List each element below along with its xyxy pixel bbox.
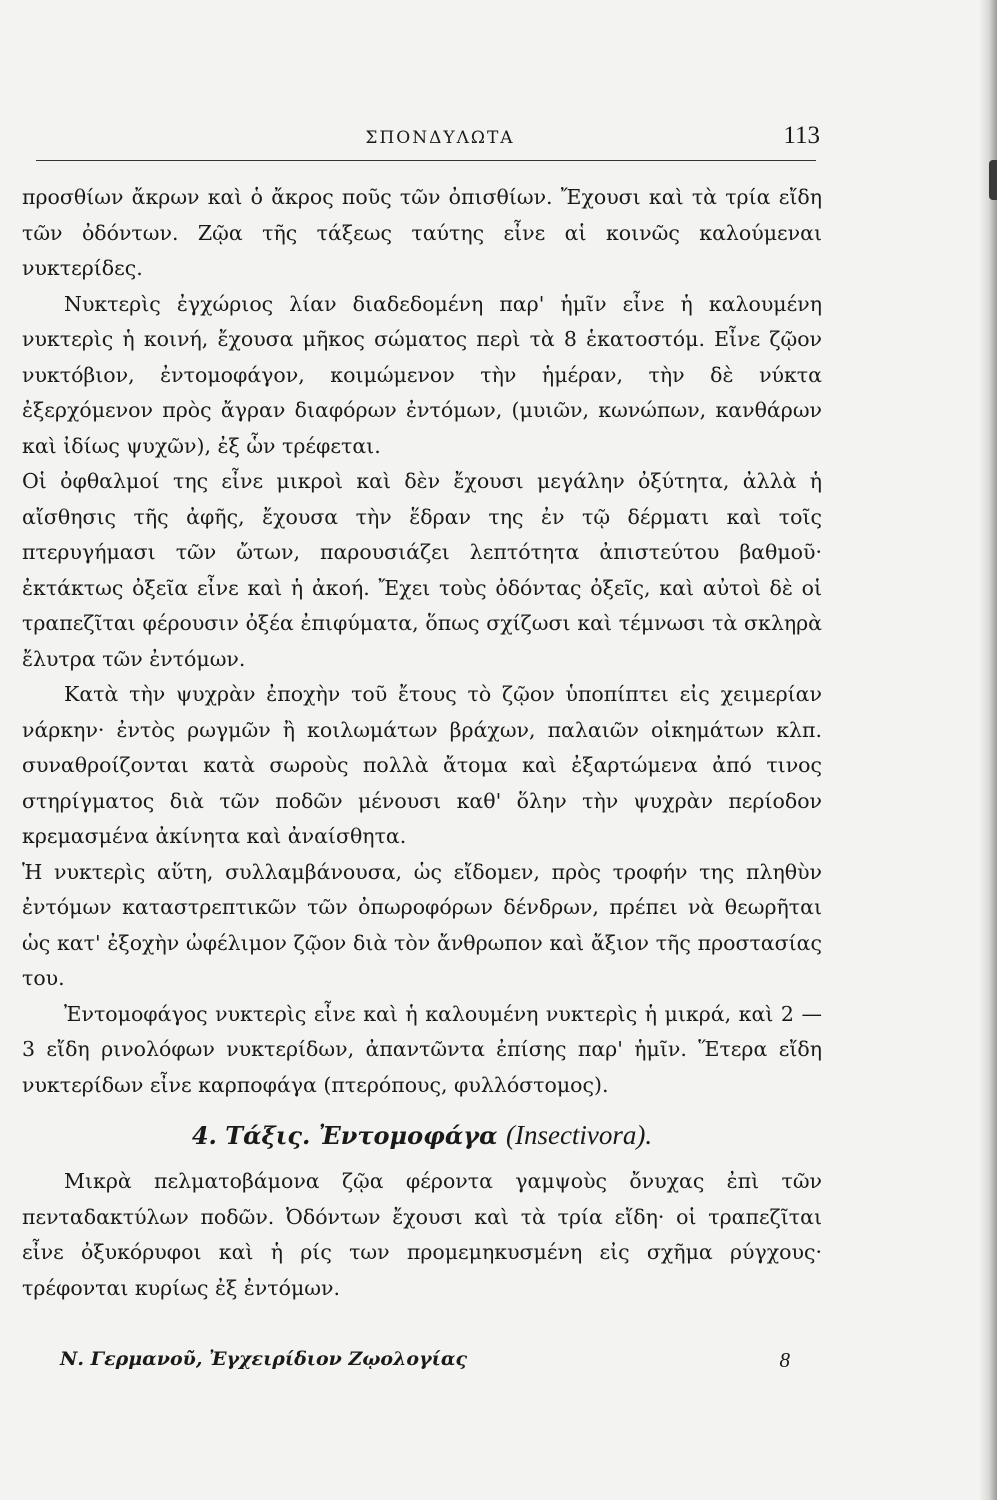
footer-author-line: Ν. Γερμανοῦ, Ἐγχειρίδιον Ζῳολογίας xyxy=(60,1348,468,1370)
section-heading-greek: 4. Τάξις. Ἐντομοφάγα xyxy=(191,1121,498,1150)
running-head xyxy=(60,122,820,156)
signature-mark: 8 xyxy=(779,1348,790,1372)
header-rule xyxy=(36,160,816,161)
paragraph-5: Ἡ νυκτερὶς αὕτη, συλλαμβάνουσα, ὡς εἴδομεν, πρὸς τροφήν της πληθὺν ἐντόμων καταστρεπτικῶν τῶν ὀπωροφόρων δένδρων, πρέπει νὰ θεωρῆται ὡς κατ' ἐξοχὴν ὠφέλιμον ζῷον διὰ τὸν ἄνθρωπον καὶ ἄξιον τῆς προστασίας του. xyxy=(22,859,822,990)
page-edge-shadow xyxy=(979,0,997,1500)
paragraph-3: Οἱ ὀφθαλμοί της εἶνε μικροὶ καὶ δὲν ἔχουσι μεγάλην ὀξύτητα, ἀλλὰ ἡ αἴσθησις τῆς ἀφῆς, ἔχουσα τὴν ἕδραν της ἐν τῷ δέρματι καὶ τοῖς πτερυγήμασι τῶν ὤτων, παρουσιάζει λεπτότητα ἀπιστεύτου βαθμοῦ· ἐκτάκτως ὀξεῖα εἶνε καὶ ἡ ἀκοή. Ἔχει τοὺς ὀδόντας ὀξεῖς, καὶ αὐτοὶ δὲ οἱ τραπεζῖται φέρουσιν ὀξέα ἐπιφύματα, ὅπως σχίζωσι καὶ τέμνωσι τὰ σκληρὰ ἔλυτρα τῶν ἐντόμων. xyxy=(22,469,822,671)
section-heading-latin: (Insectivora). xyxy=(505,1120,653,1150)
paragraph-1: προσθίων ἄκρων καὶ ὁ ἄκρος ποῦς τῶν ὀπισθίων. Ἔχουσι καὶ τὰ τρία εἴδη τῶν ὀδόντων. Ζῷα τῆς τάξεως ταύτης εἶνε αἱ κοινῶς καλούμεναι νυκτερίδες. xyxy=(22,185,822,280)
page-edge-mark xyxy=(989,160,997,200)
paragraph-4: Κατὰ τὴν ψυχρὰν ἐποχὴν τοῦ ἔτους τὸ ζῷον ὑποπίπτει εἰς χειμερίαν νάρκην· ἐντὸς ρωγμῶν ἢ κοιλωμάτων βράχων, παλαιῶν οἰκημάτων κλπ. συναθροίζονται κατὰ σωροὺς πολλὰ ἄτομα καὶ ἐξαρτώμενα ἀπό τινος στηρίγματος διὰ τῶν ποδῶν μένουσι καθ' ὅλην τὴν ψυχρὰν περίοδον κρεμασμένα ἀκίνητα καὶ ἀναίσθητα. xyxy=(22,682,822,848)
body-text xyxy=(22,180,822,1306)
page-footer xyxy=(50,1348,790,1378)
paragraph-2: Νυκτερὶς ἐγχώριος λίαν διαδεδομένη παρ' ἡμῖν εἶνε ἡ καλουμένη νυκτερὶς ἡ κοινή, ἔχουσα μῆκος σώματος περὶ τὰ 8 ἑκατοστόμ. Εἶνε ζῷον νυκτόβιον, ἐντομοφάγον, κοιμώμενον τὴν ἡμέραν, τὴν δὲ νύκτα ἐξερχόμενον πρὸς ἄγραν διαφόρων ἐντόμων, (μυιῶν, κωνώπων, κανθάρων καὶ ἰδίως ψυχῶν), ἐξ ὧν τρέφεται. xyxy=(22,291,822,458)
section-heading xyxy=(22,1117,822,1154)
paragraph-6: Ἐντομοφάγος νυκτερὶς εἶνε καὶ ἡ καλουμένη νυκτερὶς ἡ μικρά, καὶ 2 — 3 εἴδη ρινολόφων νυκτερίδων, ἀπαντῶντα ἐπίσης παρ' ἡμῖν. Ἕτερα εἴδη νυκτερίδων εἶνε καρποφάγα (πτερόπους, φυλλόστομος). xyxy=(22,1001,822,1097)
running-title: ΣΠΟΝΔΥΛΩΤΑ xyxy=(365,128,515,148)
paragraph-7: Μικρὰ πελματοβάμονα ζῷα φέροντα γαμψοὺς ὄνυχας ἐπὶ τῶν πενταδακτύλων ποδῶν. Ὀδόντων ἔχουσι καὶ τὰ τρία εἴδη· οἱ τραπεζῖται εἶνε ὀξυκόρυφοι καὶ ἡ ρίς των προμεμηκυσμένη εἰς σχῆμα ρύγχους· τρέφονται κυρίως ἐξ ἐντόμων. xyxy=(22,1169,822,1300)
page-number: 113 xyxy=(783,122,820,149)
